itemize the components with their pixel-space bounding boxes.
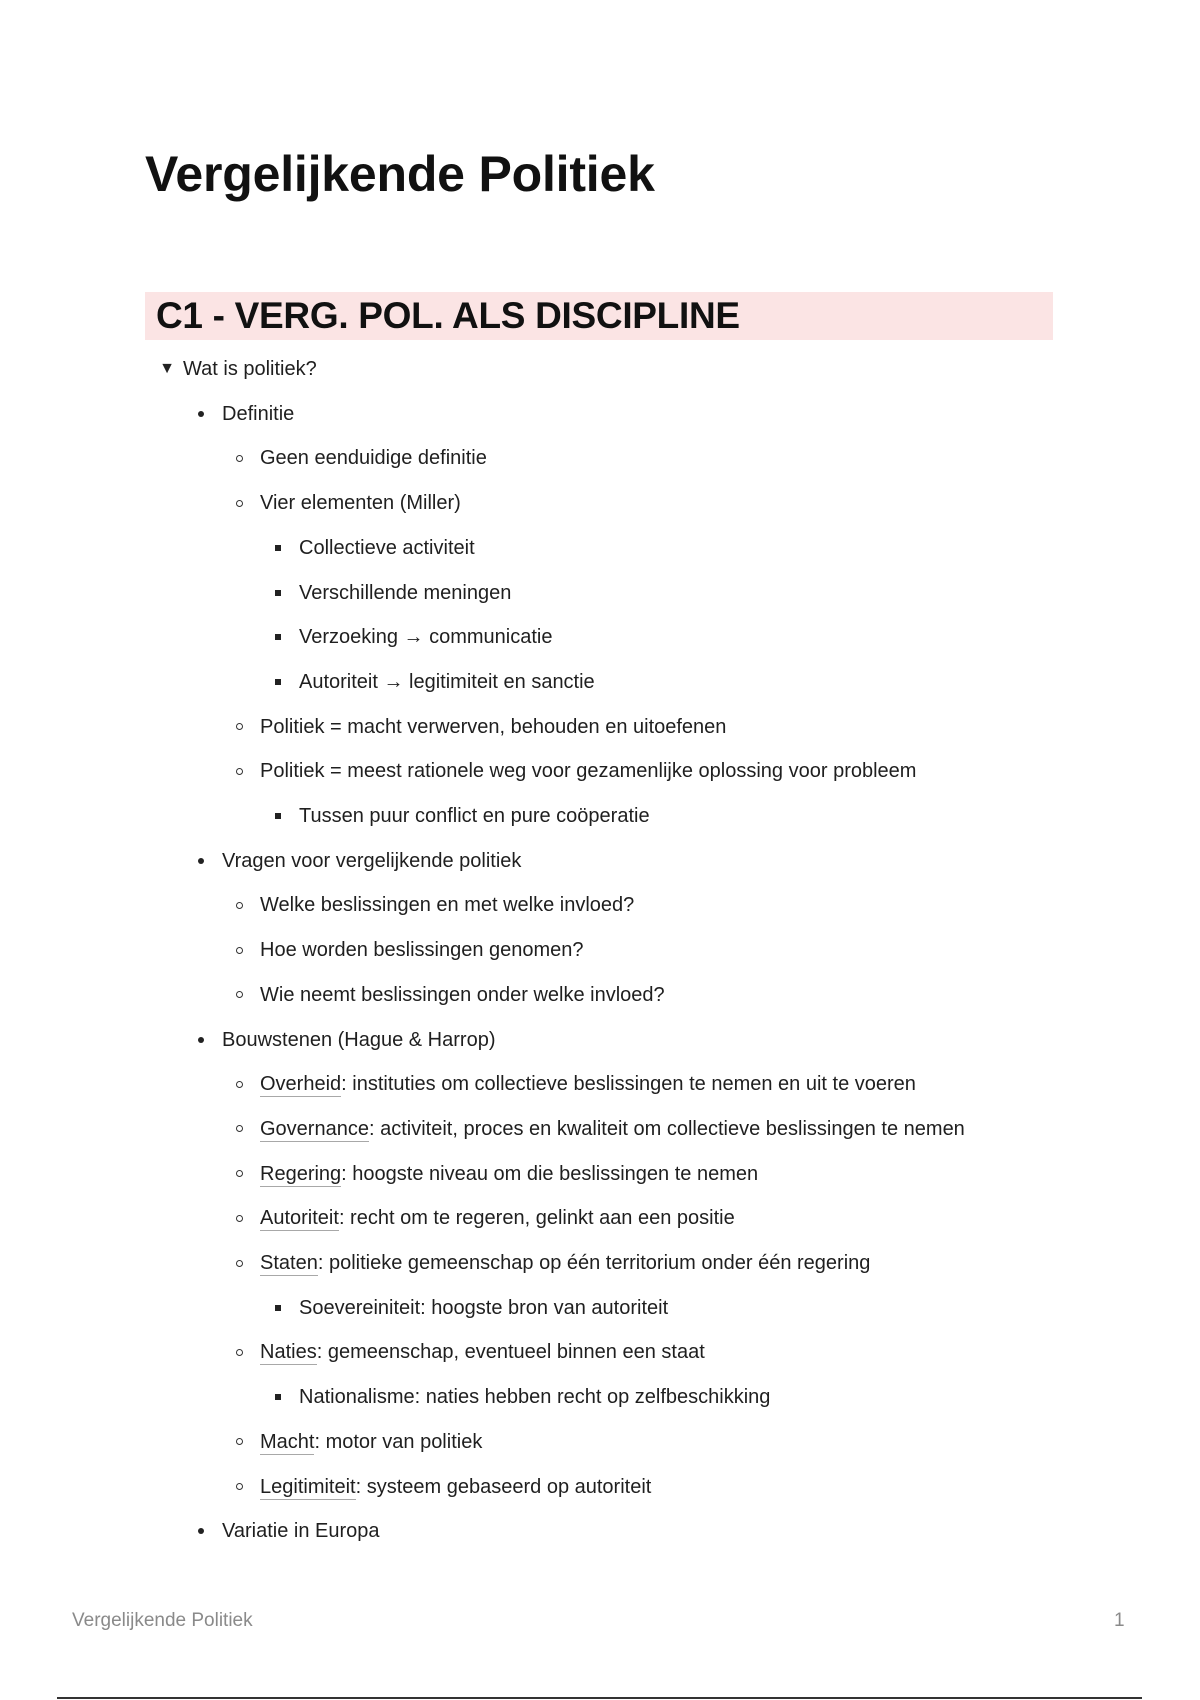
list-item: [299, 533, 475, 563]
list-item-text: Nationalisme: naties hebben recht op zelfbeschikking: [299, 1386, 771, 1409]
list-item: [260, 756, 916, 786]
list-item: [299, 1293, 668, 1323]
bullet-circle-icon: [229, 1472, 249, 1502]
list-item-text: : activiteit, proces en kwaliteit om collectieve beslissingen te nemen: [368, 1117, 965, 1140]
bullet-circle-icon: [229, 935, 249, 965]
bullet-circle-icon: [229, 1203, 249, 1233]
term-label: Overheid: [260, 1073, 342, 1096]
section-heading: C1 - VERG. POL. ALS DISCIPLINE: [145, 292, 1053, 340]
bullet-square-icon: [268, 622, 288, 652]
list-item: [260, 1472, 651, 1502]
list-item-text: Tussen puur conflict en pure coöperatie: [299, 805, 650, 827]
list-item: [299, 801, 650, 831]
list-item-text: Wie neemt beslissingen onder welke invloed?: [260, 983, 665, 1006]
list-item-text: : hoogste niveau om die beslissingen te nemen: [341, 1162, 759, 1185]
list-item: [260, 1114, 965, 1144]
list-item-text: Geen eenduidige definitie: [260, 447, 487, 470]
list-item-text: Politiek = meest rationele weg voor gezamenlijke oplossing voor probleem: [260, 760, 917, 783]
bullet-circle-icon: [229, 890, 249, 920]
bullet-square-icon: [268, 1382, 288, 1412]
list-item: [260, 1159, 758, 1189]
bullet-circle-icon: [229, 1427, 249, 1457]
footer-document-title: Vergelijkende Politiek: [72, 1610, 253, 1631]
list-item-text: Soevereiniteit: hoogste bron van autoriteit: [299, 1296, 669, 1319]
bullet-circle-icon: [229, 488, 249, 518]
list-item-text: : instituties om collectieve beslissingen te nemen en uit te voeren: [341, 1073, 916, 1096]
bullet-circle-icon: [229, 712, 249, 742]
bullet-square-icon: [268, 533, 288, 563]
list-item-text: Vragen voor vergelijkende politiek: [222, 849, 522, 872]
bullet-circle-icon: [229, 443, 249, 473]
list-item-text: Welke beslissingen en met welke invloed?: [260, 894, 635, 917]
list-item: [222, 846, 521, 876]
list-item: [299, 1382, 770, 1412]
list-item: [222, 1516, 380, 1546]
bullet-dot-icon: [191, 846, 211, 876]
list-item: [260, 712, 726, 742]
bullet-circle-icon: [229, 1159, 249, 1189]
list-item: [222, 399, 294, 429]
bullet-circle-icon: [229, 980, 249, 1010]
list-item-text: Politiek = macht verwerven, behouden en uitoefenen: [260, 715, 727, 738]
footer-divider: [57, 1697, 1142, 1699]
list-item-text: Verschillende meningen: [299, 581, 512, 604]
list-item-text: Autoriteit → legitimiteit en sanctie: [299, 670, 595, 693]
list-item-text: Hoe worden beslissingen genomen?: [260, 939, 584, 962]
list-item: [222, 1025, 495, 1055]
bullet-circle-icon: [229, 1114, 249, 1144]
list-item: [260, 1203, 735, 1233]
term-label: Autoriteit: [260, 1207, 339, 1230]
list-item-text: : motor van politiek: [314, 1430, 483, 1453]
list-item: [260, 1427, 482, 1457]
bullet-circle-icon: [229, 1248, 249, 1278]
triangle-down-icon[interactable]: ▼: [159, 360, 175, 377]
list-item-text: : systeem gebaseerd op autoriteit: [355, 1475, 652, 1498]
list-item: [260, 1337, 705, 1367]
term-label: Regering: [260, 1162, 342, 1185]
list-item: [299, 667, 595, 697]
list-item: [299, 622, 552, 652]
toggle-wat-is-politiek[interactable]: [159, 354, 317, 384]
list-item-text: : politieke gemeenschap op één territorium onder één regering: [317, 1252, 871, 1274]
bullet-circle-icon: [229, 1069, 249, 1099]
bullet-circle-icon: [229, 756, 249, 786]
term-label: Staten: [260, 1252, 318, 1274]
list-item: [260, 443, 487, 473]
bullet-square-icon: [268, 1293, 288, 1323]
list-item: [260, 488, 461, 518]
bullet-dot-icon: [191, 1025, 211, 1055]
term-label: Macht: [260, 1430, 315, 1453]
bullet-square-icon: [268, 801, 288, 831]
toggle-label: Wat is politiek?: [183, 358, 317, 380]
list-item-text: Variatie in Europa: [222, 1520, 380, 1543]
term-label: Governance: [260, 1117, 369, 1140]
term-label: Naties: [260, 1341, 317, 1364]
bullet-circle-icon: [229, 1337, 249, 1367]
list-item: [260, 890, 634, 920]
footer-page-number: 1: [1114, 1610, 1125, 1631]
bullet-square-icon: [268, 578, 288, 608]
list-item-text: Vier elementen (Miller): [260, 492, 461, 515]
list-item: [260, 1248, 870, 1278]
list-item: [299, 578, 511, 608]
list-item-text: Collectieve activiteit: [299, 536, 475, 559]
term-label: Legitimiteit: [260, 1475, 356, 1498]
list-item-text: Definitie: [222, 402, 295, 425]
list-item: [260, 935, 584, 965]
list-item-text: Verzoeking → communicatie: [299, 626, 553, 649]
page-title: Vergelijkende Politiek: [145, 146, 655, 202]
bullet-dot-icon: [191, 399, 211, 429]
bullet-square-icon: [268, 667, 288, 697]
list-item: [260, 980, 665, 1010]
list-item: [260, 1069, 916, 1099]
list-item-text: : gemeenschap, eventueel binnen een staat: [316, 1341, 705, 1364]
list-item-text: : recht om te regeren, gelinkt aan een positie: [338, 1207, 735, 1230]
bullet-dot-icon: [191, 1516, 211, 1546]
list-item-text: Bouwstenen (Hague & Harrop): [222, 1028, 496, 1051]
